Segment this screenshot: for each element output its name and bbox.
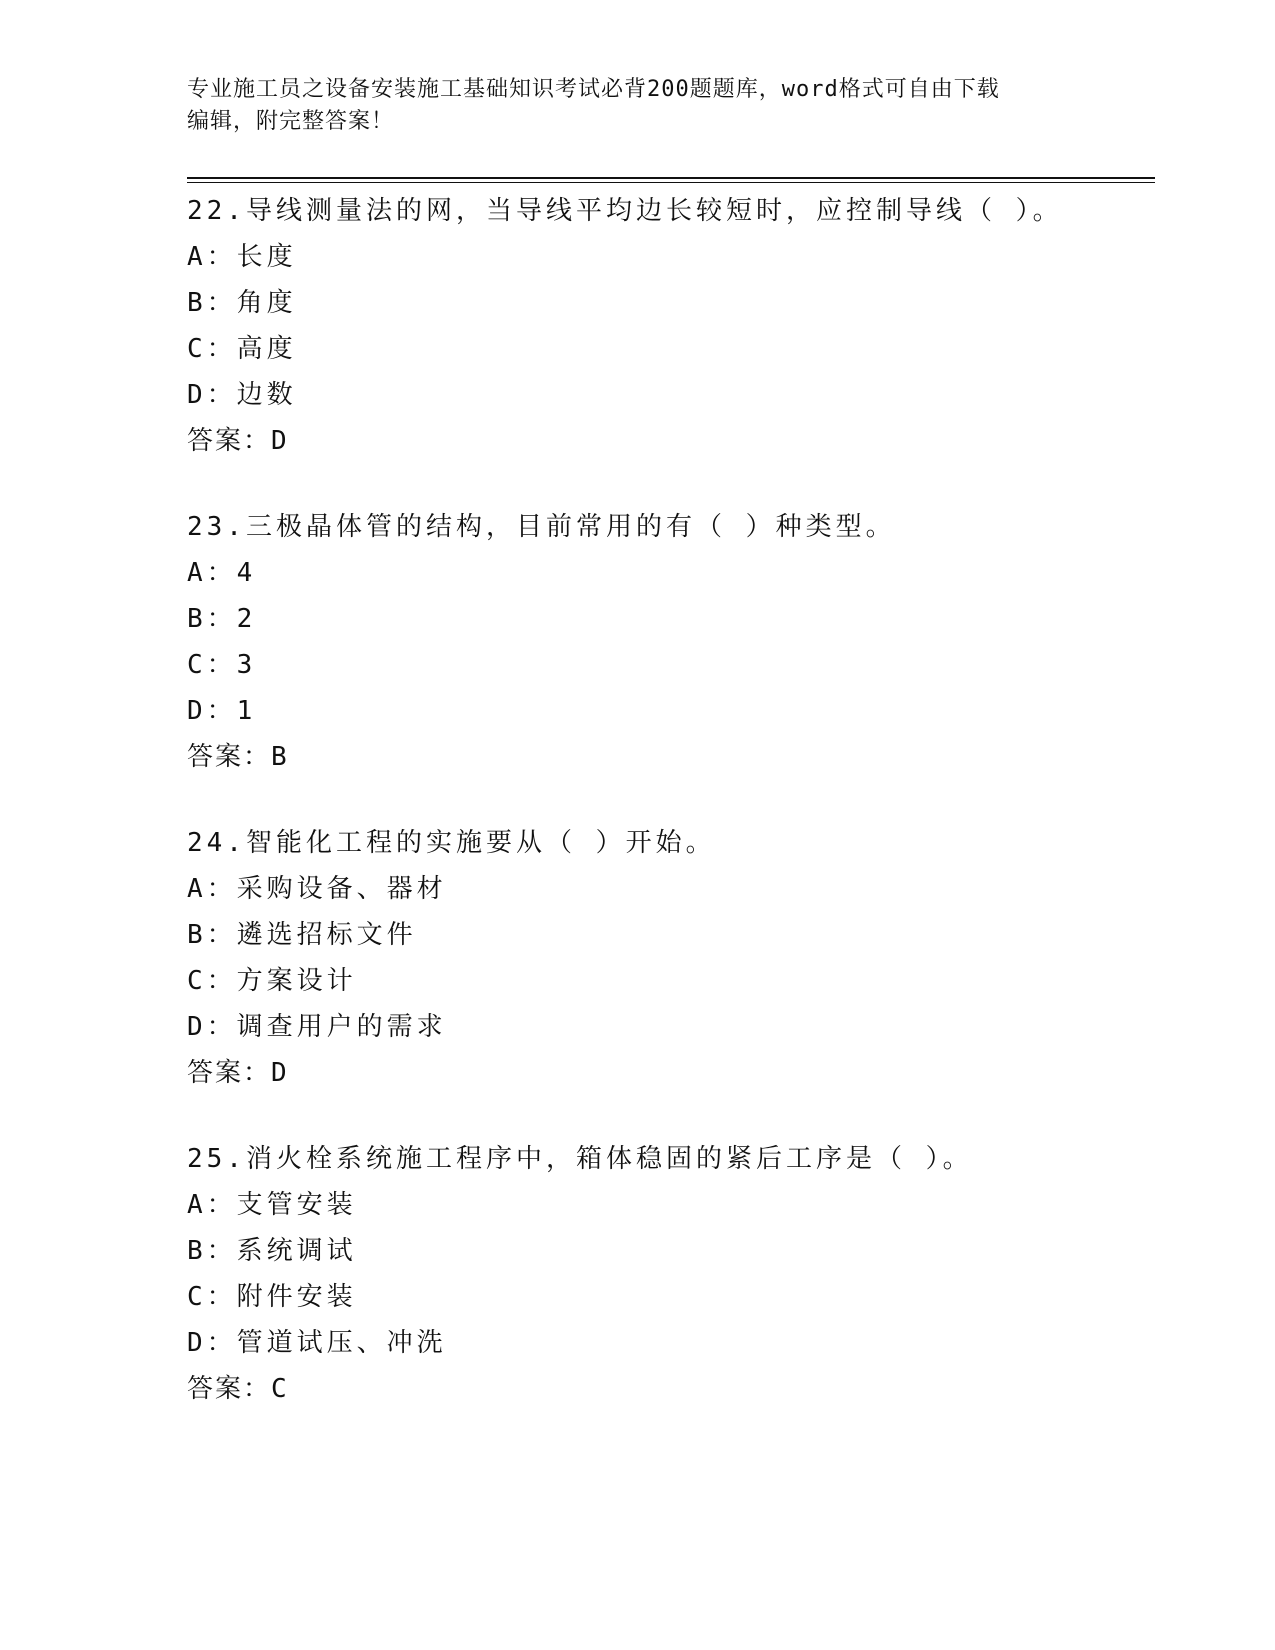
option-b: B：遴选招标文件 [187, 920, 417, 950]
option-a: A：支管安装 [187, 1190, 357, 1220]
option-c: C：附件安装 [187, 1282, 357, 1312]
header-divider-thin [187, 182, 1155, 183]
option-d: D：调查用户的需求 [187, 1012, 447, 1042]
header-divider-thick [187, 177, 1155, 179]
answer-line: 答案：D [187, 1058, 289, 1088]
option-c: C：3 [187, 650, 257, 680]
option-a: A：4 [187, 558, 257, 588]
question-list [187, 188, 1147, 1452]
question-22 [187, 188, 1147, 464]
option-c: C：高度 [187, 334, 297, 364]
answer-line: 答案：B [187, 742, 289, 772]
option-a: A：采购设备、器材 [187, 874, 447, 904]
question-stem: 23.三极晶体管的结构，目前常用的有（ ）种类型。 [187, 512, 896, 542]
answer-line: 答案：D [187, 426, 289, 456]
option-c: C：方案设计 [187, 966, 357, 996]
option-b: B：2 [187, 604, 257, 634]
answer-line: 答案：C [187, 1374, 289, 1404]
option-d: D：管道试压、冲洗 [187, 1328, 447, 1358]
header-title-line-2: 编辑，附完整答案！ [187, 109, 395, 134]
document-header [187, 74, 1087, 138]
option-d: D：边数 [187, 380, 297, 410]
question-stem: 25.消火栓系统施工程序中，箱体稳固的紧后工序是（ ）。 [187, 1144, 973, 1174]
question-25 [187, 1136, 1147, 1412]
option-a: A：长度 [187, 242, 297, 272]
header-title-line-1: 专业施工员之设备安装施工基础知识考试必背200题题库，word格式可自由下载 [187, 77, 1000, 102]
option-b: B：系统调试 [187, 1236, 357, 1266]
question-stem: 24.智能化工程的实施要从（ ）开始。 [187, 828, 716, 858]
question-24 [187, 820, 1147, 1096]
question-23 [187, 504, 1147, 780]
option-b: B：角度 [187, 288, 297, 318]
question-stem: 22.导线测量法的网，当导线平均边长较短时，应控制导线（ ）。 [187, 196, 1063, 226]
option-d: D：1 [187, 696, 257, 726]
